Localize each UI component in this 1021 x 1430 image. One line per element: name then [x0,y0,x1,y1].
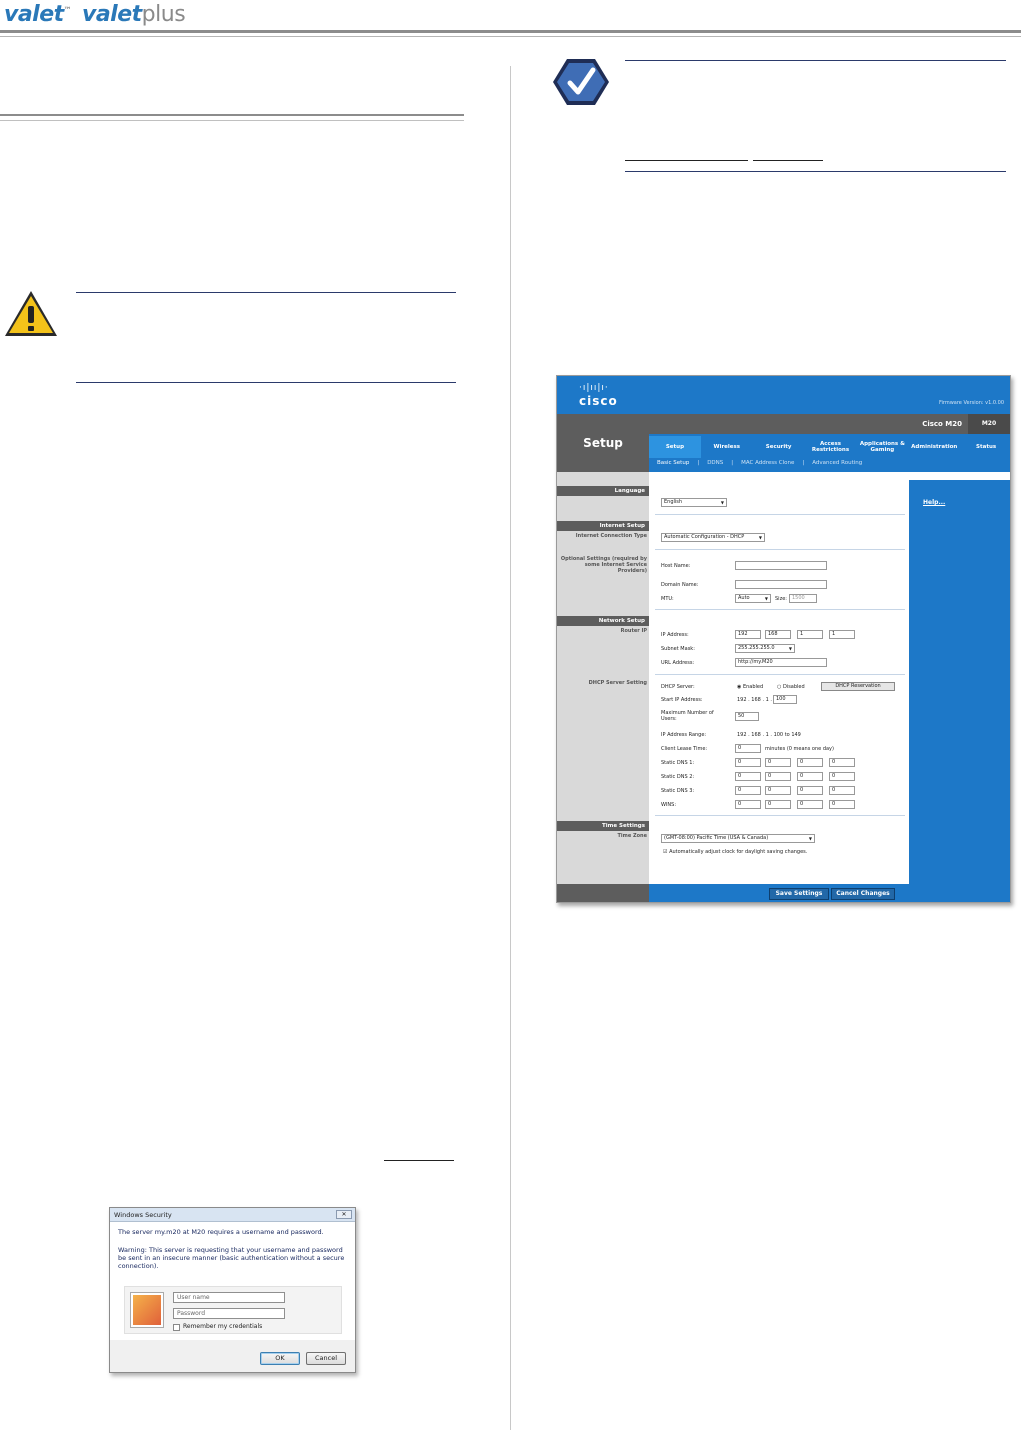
subtab-basic-setup[interactable]: Basic Setup [657,460,690,466]
page-title: Setup [557,414,649,472]
user-avatar-icon [131,1293,163,1327]
row-divider [655,815,905,816]
start-ip-prefix: 192 . 168 . 1 . [737,697,772,703]
dns1-octet[interactable]: 0 [829,758,855,767]
close-icon[interactable]: ✕ [336,1210,352,1219]
ip-octet-4[interactable]: 1 [829,630,855,639]
row-divider [655,609,905,610]
ip-range-value: 192 . 168 . 1 . 100 to 149 [737,732,801,738]
label-optional-settings: Optional Settings (required by some Internet Service Providers) [560,556,647,574]
column-divider [510,66,511,1430]
tab-administration[interactable]: Administration [911,444,958,450]
tab-security[interactable]: Security [765,444,792,450]
main-tabs [649,436,1011,458]
remember-label: Remember my credentials [183,1323,263,1330]
label-lease-time: Client Lease Time: [661,746,708,752]
label-connection-type: Internet Connection Type [575,533,647,539]
lease-time-input[interactable]: 0 [735,744,761,753]
sub-tabs [657,460,870,466]
dns3-octet[interactable]: 0 [765,786,791,795]
trademark: ™ [63,5,72,15]
subtab-separator: | [802,460,805,466]
brand-plus-text: plus [141,2,186,27]
label-mtu-size: Size: [775,596,787,602]
dns2-octet[interactable]: 0 [765,772,791,781]
router-setup-screenshot [556,375,1011,903]
dns1-octet[interactable]: 0 [765,758,791,767]
subtab-advanced-routing[interactable]: Advanced Routing [812,460,863,466]
valet-plus-logo [82,2,185,27]
time-zone-select[interactable]: (GMT-08:00) Pacific Time (USA & Canada) ▼ [661,834,815,843]
mtu-select[interactable]: Auto ▼ [735,594,771,603]
label-time-zone: Time Zone [617,833,647,839]
label-dns3: Static DNS 3: [661,788,695,794]
label-url-address: URL Address: [661,660,695,666]
note-checkmark-icon [551,57,611,107]
label-dns2: Static DNS 2: [661,774,695,780]
dst-label: Automatically adjust clock for daylight saving changes. [669,849,808,855]
left-link-underline [384,1160,454,1161]
credential-group [124,1286,342,1334]
lease-note: minutes (0 means one day) [765,746,834,752]
label-dhcp-server: DHCP Server: [661,684,695,690]
label-ip-address: IP Address: [661,632,689,638]
link-underline-2 [753,160,823,161]
label-start-ip: Start IP Address: [661,697,703,703]
label-host-name: Host Name: [661,563,691,569]
valet-logo [4,2,71,27]
section-time-settings: Time Settings [557,821,649,831]
max-users-input[interactable]: 50 [735,712,759,721]
wins-octet[interactable]: 0 [797,800,823,809]
tab-wireless[interactable]: Wireless [713,444,741,450]
subtab-separator: | [697,460,700,466]
dns2-octet[interactable]: 0 [829,772,855,781]
cisco-logo-bars: ·ı|ıı|ı· [579,383,609,393]
start-ip-input[interactable]: 100 [773,695,797,704]
bottom-bar-left [557,884,649,903]
cisco-logo: cisco [579,394,618,408]
subtab-separator: | [731,460,734,466]
subnet-mask-select[interactable]: 255.255.255.0 ▼ [735,644,795,653]
tab-access-restrictions[interactable]: Access Restrictions [811,441,850,453]
url-address-input[interactable]: http://my.M20 [735,658,827,667]
label-max-users: Maximum Number of Users: [661,710,714,722]
dialog-warning: Warning: This server is requesting that your username and password be sent in an insecure manner (basic authentication without a secure connection). [118,1246,345,1270]
caution-icon [2,288,60,340]
note-top-rule [625,60,1006,61]
top-bar [557,376,1011,414]
label-dhcp-setting: DHCP Server Setting [588,680,647,686]
section-language: Language [557,486,649,496]
section-rule [0,114,464,116]
cancel-changes-button[interactable]: Cancel Changes [831,888,895,900]
dhcp-disabled-radio[interactable]: ○ Disabled [777,684,805,690]
password-input[interactable]: Password [173,1308,285,1319]
label-wins: WINS: [661,802,677,808]
wins-octet[interactable]: 0 [765,800,791,809]
dns3-octet[interactable]: 0 [829,786,855,795]
dialog-title: Windows Security [110,1208,355,1222]
header-rule [0,30,1021,33]
label-mtu: MTU: [661,596,674,602]
link-underline [625,160,748,161]
wins-octet[interactable]: 0 [735,800,761,809]
remember-checkbox[interactable] [173,1324,180,1331]
row-divider [655,514,905,515]
row-divider [655,674,905,675]
header-rule-thin [0,36,1021,37]
dns2-octet[interactable]: 0 [797,772,823,781]
dns1-octet[interactable]: 0 [735,758,761,767]
dns2-octet[interactable]: 0 [735,772,761,781]
language-select[interactable]: English ▼ [661,498,727,507]
label-dns1: Static DNS 1: [661,760,695,766]
brand-valet2-text: valet [82,2,142,27]
ip-octet-1[interactable]: 192 [735,630,761,639]
section-network-setup: Network Setup [557,616,649,626]
dns1-octet[interactable]: 0 [797,758,823,767]
model-tag: M20 [968,414,1010,434]
section-rule-thin [0,120,464,121]
caution-top-rule [76,292,456,293]
ip-octet-3[interactable]: 1 [797,630,823,639]
ip-octet-2[interactable]: 168 [765,630,791,639]
dialog-message: The server my.m20 at M20 requires a username and password. [118,1228,324,1236]
caution-bottom-rule [76,382,456,383]
tab-setup[interactable]: Setup [649,436,701,458]
help-column [909,480,1011,896]
dst-checkbox[interactable]: ☑ Automatically adjust clock for daylight saving changes. [663,849,808,855]
label-subnet-mask: Subnet Mask: [661,646,695,652]
section-internet-setup: Internet Setup [557,521,649,531]
enabled-label: Enabled [742,684,764,690]
ok-button[interactable]: OK [260,1352,300,1365]
dns3-octet[interactable]: 0 [735,786,761,795]
domain-name-input[interactable] [735,580,827,589]
host-name-input[interactable] [735,561,827,570]
row-divider [655,549,905,550]
windows-security-dialog [109,1207,356,1373]
subtab-mac-clone[interactable]: MAC Address Clone [741,460,795,466]
help-link[interactable]: Help... [923,499,946,506]
tab-applications-gaming[interactable]: Applications & Gaming [859,441,905,453]
mtu-size-input[interactable]: 1500 [789,594,817,603]
dhcp-reservation-button[interactable]: DHCP Reservation [821,682,895,691]
dns3-octet[interactable]: 0 [797,786,823,795]
wins-octet[interactable]: 0 [829,800,855,809]
label-ip-range: IP Address Range: [661,732,707,738]
brand-valet-text: valet [4,2,64,27]
tab-status[interactable]: Status [976,444,997,450]
label-domain-name: Domain Name: [661,582,699,588]
save-settings-button[interactable]: Save Settings [769,888,829,900]
dhcp-enabled-radio[interactable]: ◉ Enabled [737,684,764,690]
subtab-ddns[interactable]: DDNS [707,460,724,466]
label-router-ip: Router IP [620,628,647,634]
username-input[interactable]: User name [173,1292,285,1303]
model-name: Cisco M20 [922,420,962,428]
firmware-version: Firmware Version: v1.0.00 [938,400,1004,406]
cancel-button[interactable]: Cancel [306,1352,346,1365]
note-bottom-rule [625,171,1006,172]
connection-type-select[interactable]: Automatic Configuration - DHCP ▼ [661,533,765,542]
disabled-label: Disabled [782,684,805,690]
